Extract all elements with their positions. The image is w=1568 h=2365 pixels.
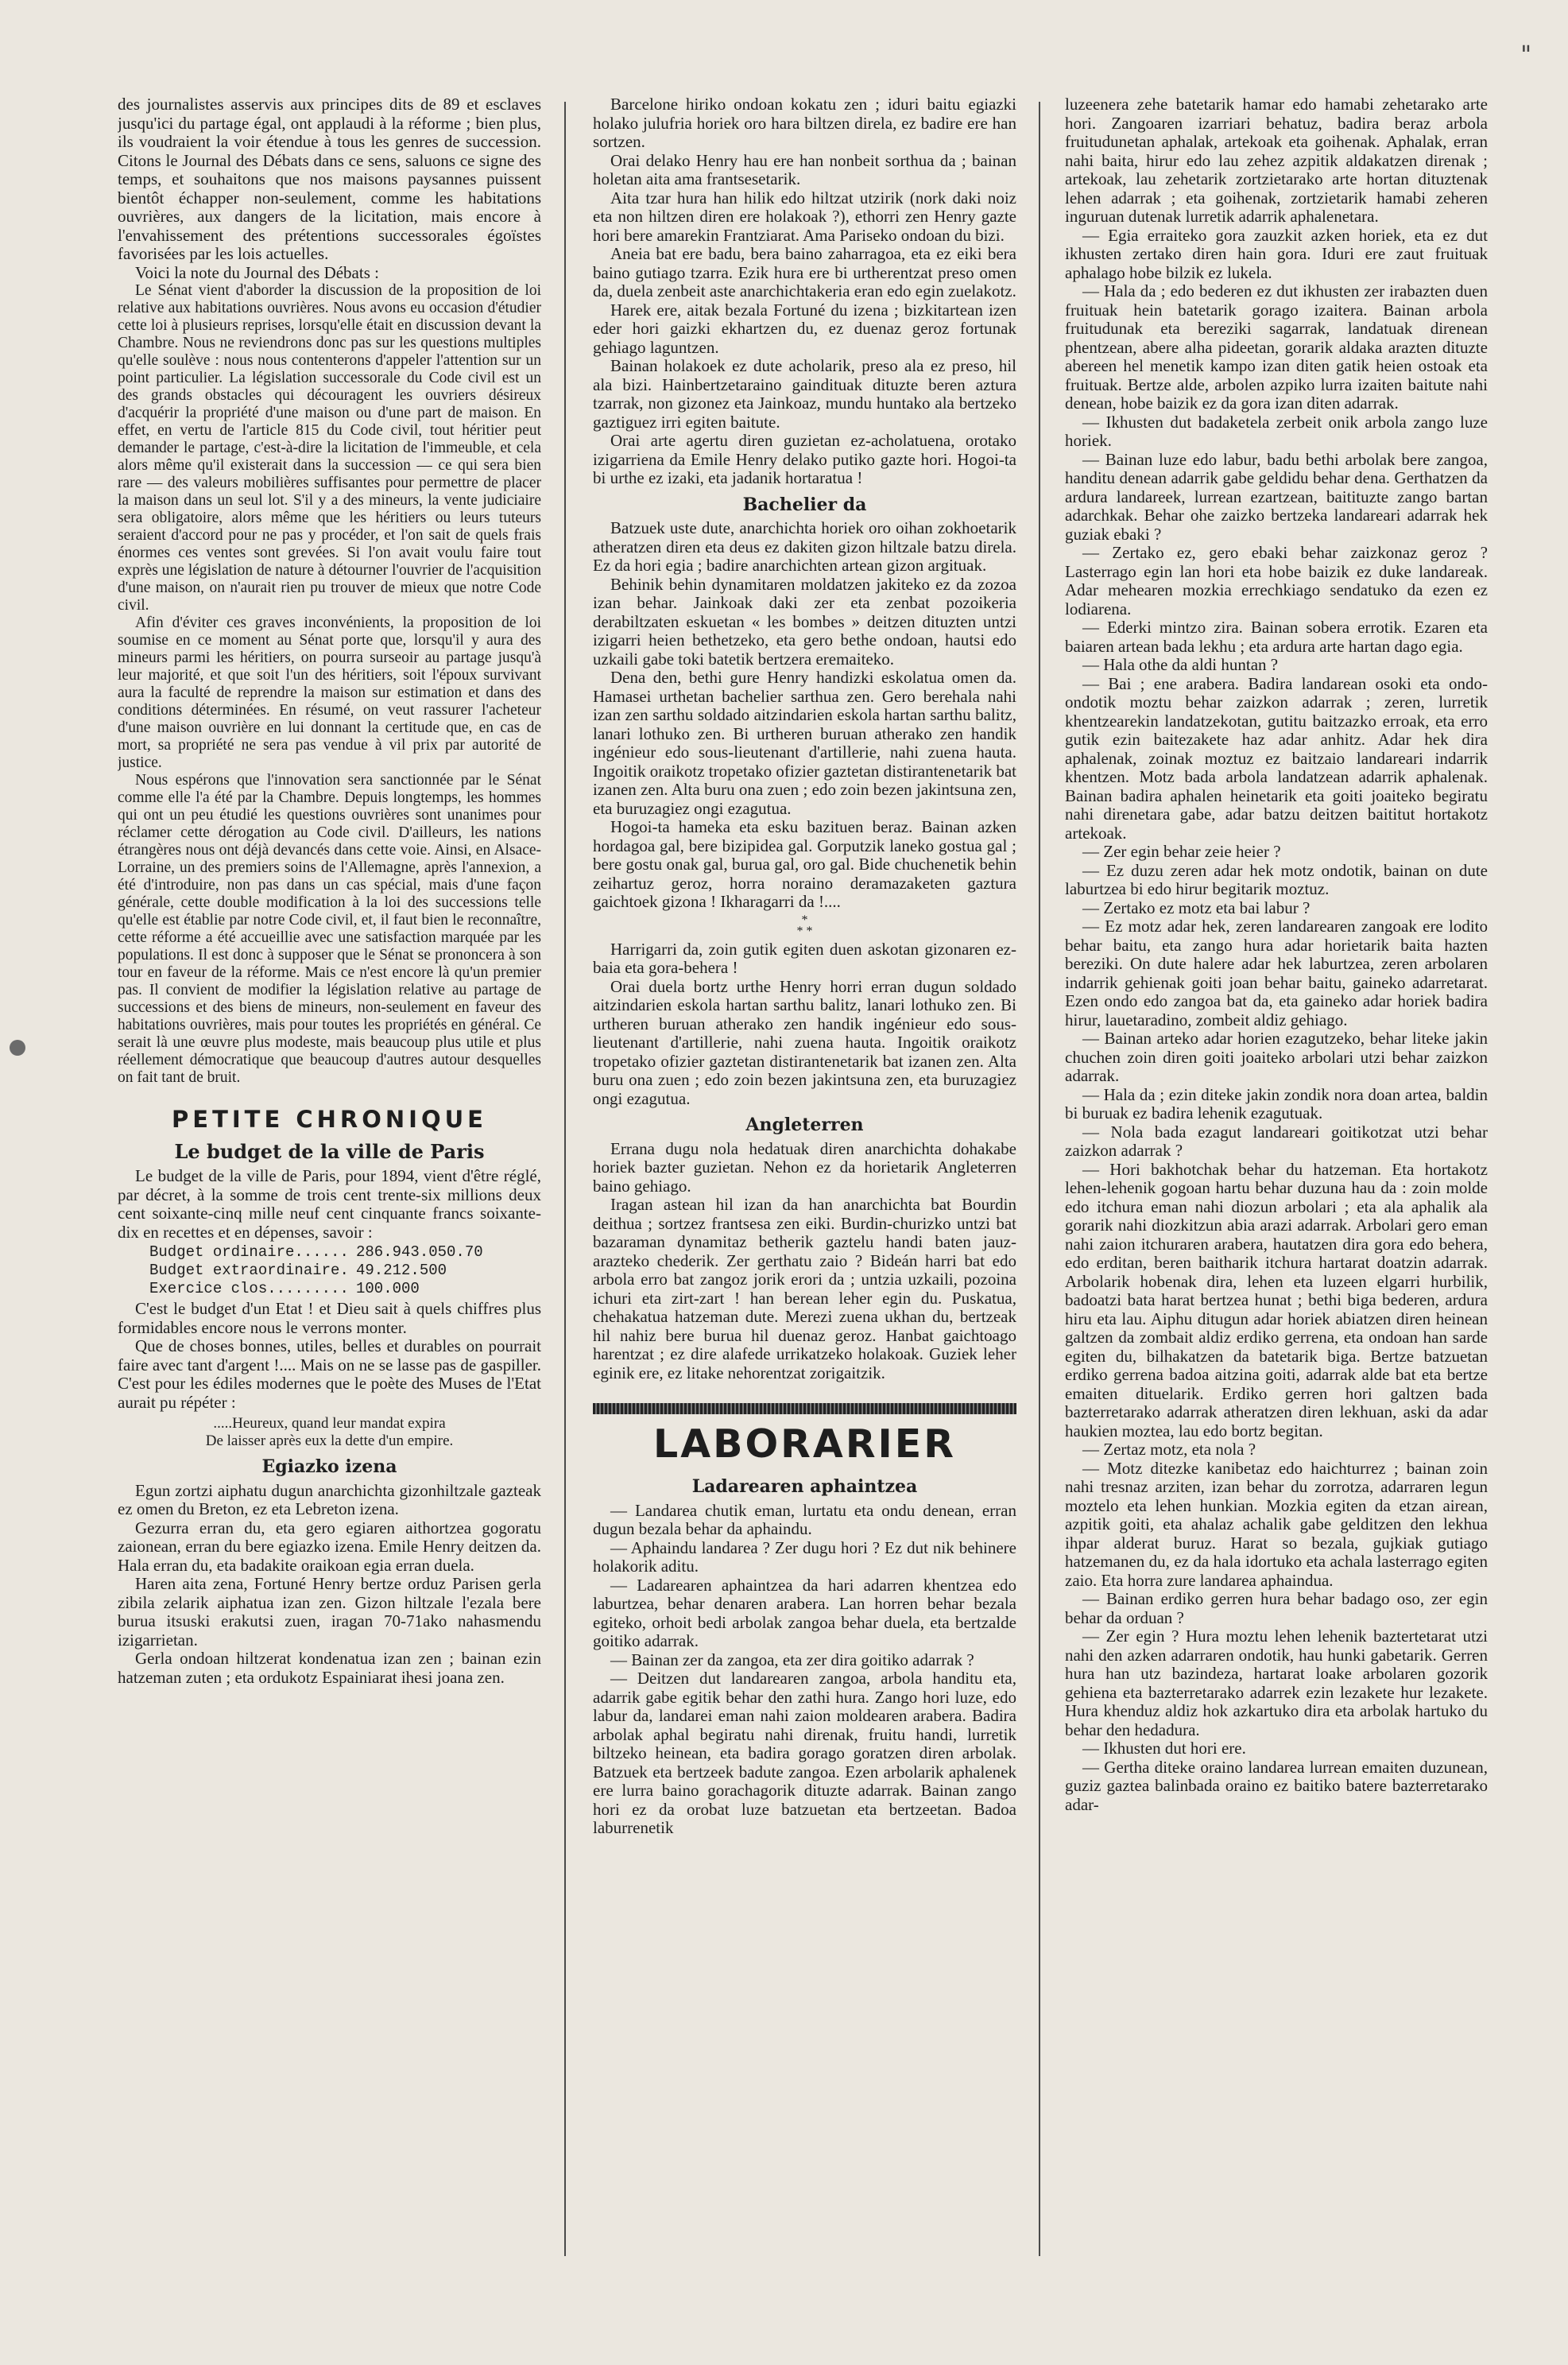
budget-label: Budget extraordinaire. [149, 1262, 349, 1279]
article-paragraph: Errana dugu nola hedatuak diren anarchichta dohakabe horiek bazter guzietan. Nehon ez da horietarik Angleterren baino gehiago. [593, 1138, 1016, 1196]
quoted-note [118, 282, 541, 1087]
dialogue-paragraph: — Ez motz adar hek, zeren landarearen zangoak ere lodito behar baitu, eta zango hura adar horietarik baita hazten bereziki. On dute halere adar hek laburtzea, zeren arbolaren indarrik gehienak goiti joan behar baitu, gaineko adarretarat. Ezen ondo edo zangoa bat da, eta gaineko adar horiek badira hirur, lauetaradino, zombeit aldiz gehiago. [1065, 917, 1488, 1029]
article-paragraph: Hogoi-ta hameka eta esku bazituen beraz. Bainan azken hordagoa gal, bere bizipidea gal. Gorputzik laneko gostua gal ; bere gostu onak gal, burua gal, oro gal. Bide chuchenetik behin zeihartuz geroz, horra noraino deramazaketen gaztura gaichtoek gizona ! Ikharagarri da !.... [593, 817, 1016, 911]
article-paragraph: Batzuek uste dute, anarchichta horiek oro oihan zokhoetarik atheratzen diren eta deus ez dakiten gizon hiltzale batzu direla. Ez da hori egia ; badire anarchichten artean gizon argituak. [593, 518, 1016, 575]
article-paragraph: Que de choses bonnes, utiles, belles et durables on pourrait faire avec tant d'argent !.... Mais on ne se lasse pas de gaspiller. C'est pour les édiles modernes que le poète des Muses de l'Etat aurait pu répéter : [118, 1336, 541, 1412]
column-left [118, 95, 541, 2289]
article-paragraph: Aita tzar hura han hilik edo hiltzat utzirik (nork daki noiz eta non hiltzen diren ere holakoak ?), ethorri zen Henry gazte hori bere amarekin Frantziarat. Ama Pariseko ondoan du bizi. [593, 188, 1016, 245]
dialogue-paragraph: — Landarea chutik eman, lurtatu eta ondu denean, erran dugun bezala behar da aphaindu. [593, 1500, 1016, 1538]
column-rule-1 [564, 102, 566, 2256]
article-paragraph: Iragan astean hil izan da han anarchichta bat Bourdin deithua ; sortzez frantsesa zen eiki. Burdin-churizko untzi bat bazaraman dynamitaz betherik gaztelu handi baten jauz-arazteko chederik. Zer gerthatu zaio ? Bideán harri bat edo arbola erro bat zangoz jorik erori da ; untzia uzkaili, pozoina ichuri eta zirt-zart ! han berean leher egin du. Puskatua, chehakatua hatzeman dute. Merezi zuena ukhan du, bertzeak hil nahiz bere burua hil duenaz geroz. Hanbat gaichtoago harentzat ; ez dire alafede urrikatzeko holakoak. Guziek leher eginik ere, ez litake nehorentzat zorigaitzik. [593, 1195, 1016, 1382]
dialogue-paragraph: luzeenera zehe batetarik hamar edo hamabi zehetarako arte hori. Zangoaren izarriari behatuz, badira beraz arbola fruitudunetan aphalak, artekoak eta goihenak. Aphalak, erran nahi baita, hirur edo lau zehez azpitik aldakatzen direnak ; artekoak, lau zehetarik zortzietarako arte hortan dituztenak lehen adarrak ; eta goihenak, zortzietarik hamabi zeheren inguruan dutenak lurretik adarrik aphalenetara. [1065, 95, 1488, 226]
dialogue-paragraph: — Ikhusten dut hori ere. [1082, 1739, 1246, 1758]
article-paragraph: C'est le budget d'un Etat ! et Dieu sait à quels chiffres plus formidables encore nous le verrons monter. [118, 1299, 541, 1337]
article-paragraph: Voici la note du Journal des Débats : [135, 262, 379, 282]
dialogue-paragraph: — Ladarearen aphaintzea da hari adarren khentzea edo laburtzea, behar denaren arabera. Lan horren behar bezala egiteko, orhoit bedi arbolak zangoa behar duela, eta bertzalde goitiko adarrak. [593, 1575, 1016, 1650]
article-paragraph: des journalistes asservis aux principes dits de 89 et esclaves jusqu'ici du partage égal, ont applaudi à la réforme ; bien plus, ils voudraient la voir étendue à tous les genres de succession. Citons le Journal des Débats dans ce sens, saluons ce signe des temps, et souhaitons que nos maisons paysannes puissent bientôt échapper non-seulement, comme les habitations ouvrières, aux dangers de la licitation, mais encore à l'envahissement des prétentions successorales égoïstes favorisées par les lois actuelles. [118, 95, 541, 263]
article-heading-bachelier: Bachelier da [742, 494, 867, 515]
quote-paragraph: Afin d'éviter ces graves inconvénients, la proposition de loi soumise en ce moment au Sénat porte que, lorsqu'il y aura des mineurs parmi les héritiers, on pourra surseoir au partage jusqu'à leur majorité, et que soit l'un des héritiers, soit l'époux survivant aura la faculté de reprendre la maison sur estimation et dans des conditions déterminées. En résumé, on veut rassurer l'acheteur d'une maison ouvrière en lui donnant la certitude que, en cas de mort, sa propriété ne sera pas vendue à vil prix par autorité de justice. [118, 615, 541, 771]
dialogue-paragraph: — Zer egin ? Hura moztu lehen lehenik baztertetarat utzi nahi den azken adarraren ondotik, hau hunki gabetarik. Gerren hura han utz bazindeza, hartarat loake arbolaren gozorik gehiena eta bazterretarako adarrek ezin lezakete hur lezakete. Hura khenduz aldiz hok azkartuko dira eta arbolak hartuko du behar den hedadura. [1065, 1626, 1488, 1739]
verse-quote [118, 1415, 541, 1450]
article-heading-landarearen-aphaintzea: Ladarearen aphaintzea [691, 1476, 918, 1497]
dialogue-paragraph: — Ederki mintzo zira. Bainan sobera errotik. Ezaren eta baiaren artean bada lekhu ; eta ardura arte hartan dago egia. [1065, 618, 1488, 656]
punch-hole-mark [10, 1040, 25, 1056]
budget-value: 49.212.500 [356, 1262, 447, 1279]
asterism-line: * [801, 913, 808, 927]
article-heading-angleterren: Angleterren [745, 1115, 864, 1135]
article-heading-budget: Le budget de la ville de Paris [174, 1139, 485, 1163]
page-folio-mark: " [1520, 41, 1531, 69]
dialogue-paragraph: — Deitzen dut landarearen zangoa, arbola handitu eta, adarrik gabe egitik behar den zathi hura. Zango hori luze, edo labur da, landarei eman nahi zaion moldearen arabera. Badira arbolak aphal begiratu nahi direnak, fruitu handi, lurretik biltzeko heinean, eta badira gorago goratzen diren arbolak. Batzuek eta bertzeek badute zangoa. Ezen arbolarik aphalenek ere lurra baino gorachagorik dituzte adarrak. Bainan zango hori ez da orobat luze batzuetan eta bertzeetan. Badoa laburrenetik [593, 1669, 1016, 1837]
budget-value: 286.943.050.70 [356, 1243, 483, 1261]
article-paragraph: Harrigarri da, zoin gutik egiten duen askotan gizonaren ez-baia eta gora-behera ! [593, 939, 1016, 977]
dialogue-paragraph: — Zer egin behar zeie heier ? [1082, 842, 1281, 861]
dialogue-paragraph: — Motz ditezke kanibetaz edo haichturrez ; bainan zoin nahi tresnaz arziten, izan behar du zorrotza, adarraren legun moztelo eta lehen hunkian. Mozkia egiten da etzan airean, azpitik goiti, eta ahalaz achalik gabe gelditzen den lekhua ihpar alderat buruz. Harat so bezala, gujkiak gutiago hatzemanen du, ez da hala idortuko eta achala lasterrago egiten zaio. Eta horra zure landarea aphaindua. [1065, 1458, 1488, 1590]
dialogue-paragraph: — Hala da ; ezin diteke jakin zondik nora doan artea, baldin bi buruak ez badira lehenik ezagutuak. [1065, 1084, 1488, 1122]
budget-value: 100.000 [356, 1280, 420, 1297]
dialogue-paragraph: — Egia erraiteko gora zauzkit azken horiek, eta ez dut ikhusten zertako diren hain gora. Iduri ere zaut fruituak aphalago hobe bilzik ez lukela. [1065, 225, 1488, 282]
article-paragraph: Orai arte agertu diren guzietan ez-acholatuena, orotako izigarriena da Emile Henry delako putiko gazte hori. Hogoi-ta bi urthe ez izaki, eta jadanik hortaratua ! [593, 431, 1016, 487]
quote-paragraph: Nous espérons que l'innovation sera sanctionnée par le Sénat comme elle l'a été par la Chambre. Depuis longtemps, les hommes qui ont un peu étudié les questions ouvrières sont unanimes pour réclamer cette dérogation au Code civil. D'ailleurs, les nations étrangères nous ont déjà devancés dans cette voie. Ainsi, en Alsace-Lorraine, un des premiers soins de l'Allemagne, après l'annexion, a été d'introduire, non pas dans un cas spécial, mais d'une façon générale, cette double modification à la loi des successions telle qu'elle est établie par notre Code civil, et, il faut bien le reconnaître, cette réforme a été accueillie avec une satisfaction marquée par les populations. Il est donc à supposer que le Sénat se prononcera à son tour en faveur de la réforme. Mais ce n'est encore là qu'un premier pas. Il convient de modifier la législation relative au partage de successions et des biens de mineurs, non-seulement en faveur des habitations ouvrières, mais pour toutes les propriétés en général. Ce serait là une œuvre plus modeste, mais beaucoup plus utile et plus réellement démocratique que beaucoup d'autres autour desquelles on fait tant de bruit. [118, 772, 541, 1086]
verse-line: De laisser après eux la dette d'un empire. [205, 1433, 454, 1449]
column-right [1065, 95, 1488, 2289]
dialogue-paragraph: — Hala da ; edo bederen ez dut ikhusten zer irabazten duen fruituak hein batetarik gorago izaitera. Bainan arbola fruitudunak eta bereziki sagarrak, landatuak direnean phentzean, abere alha pideetan, gorarik aldaka arazten dituzte abereen hel menetik kampo izan diten gatik heien ostoak eta fruituak. Bertze alde, arbolen azpiko lurra izaiten baitute nahi denean, hobe baizik ez da gora izan diten adarrak. [1065, 281, 1488, 413]
article-paragraph: Gerla ondoan hiltzerat kondenatua izan zen ; bainan ezin hatzeman zuten ; eta ordukotz Espainiarat ihesi joana zen. [118, 1649, 541, 1687]
dialogue-paragraph: — Bainan luze edo labur, badu bethi arbolak bere zangoa, handitu denean adarrik gabe geldidu behar dena. Gerthatzen da ardura landareek, lurrean ezartzean, baitituzte zango bartan adarchkak. Behar ohe zaizko bertzeka landareari adarrak hek guziak ebaki ? [1065, 449, 1488, 544]
budget-label: Exercice clos......... [149, 1280, 349, 1297]
article-heading-egiazko-izena: Egiazko izena [261, 1456, 397, 1477]
article-paragraph: Orai duela bortz urthe Henry horri erran dugun soldado aitzindarien eskola hartan sarthu balitz, lanari lothuko zen. Bi urtheren buruan atherako zen handik ingénieur edo sous-lieutenant d'artillerie, nahi zuena hauta. Ingoitik oraikotz tropetako ofizier gaztetan distirantenetarik bat izanen zen. Alta buru ona zuen ; edo zoin bezen jakintsuna zen, eta buruzagiez ongi ezagutua. [593, 976, 1016, 1108]
quote-paragraph: Le Sénat vient d'aborder la discussion de la proposition de loi relative aux habitations ouvrières. Nous avons eu occasion d'étudier cette loi à plusieurs reprises, lorsqu'elle était en discussion devant la Chambre. Nous ne reviendrons donc pas sur les questions multiples qu'elle soulève : nous nous contenterons d'appeler l'attention sur un point particulier. La législation successorale du Code civil est un des grands obstacles qui découragent les ouvriers désireux d'acquérir la propriété d'une maison ou d'une part de maison. En effet, en vertu de l'article 815 du Code civil, tout héritier peut demander le partage, c'est-à-dire la licitation de l'immeuble, et cela alors même qu'il existerait dans la succession — ce qui sera bien rare — des valeurs mobilières suffisantes pour permettre de placer la maison dans un seul lot. S'il y a des mineurs, la vente judiciaire sera obligatoire, alors même que les héritiers ou leurs tuteurs seraient d'accord pour ne pas y procéder, et l'on sait de quels frais énormes ces ventes sont grevées. Si l'on avait voulu faire tout exprès une législation de nature à détourner l'ouvrier de l'acquisition d'une maison, on n'aurait rien pu trouver de mieux que notre Code civil. [118, 282, 541, 614]
dialogue-paragraph: — Gertha diteke oraino landarea lurrean emaiten duzunean, guziz gaztea balinbada oraino ez baitiko batere bazterretarako adar- [1065, 1757, 1488, 1814]
article-paragraph: Gezurra erran du, eta gero egiaren aithortzea gogoratu zaionean, erran du bere egiazko izena. Emile Henry deitzen da. Hala erran du, eta badakite oraikoan egia erran duela. [118, 1518, 541, 1575]
dialogue-paragraph: — Hori bakhotchak behar du hatzeman. Eta hortakotz lehen-lehenik gogoan hartu behar duzuna hau da : zoin molde edo itchura eman nahi diozun arbolari ; eta ala aphalik ala gorarik nahi diozkitzun abia arazi adarrak. Arbolari gero eman nahi zaion itchuraren arabera, hautatzen dira gora edo behera, edo erditan, beren baitharik itchura hartarat doatzin adarrak. Arbolarik hobenak dira, lehen eta luzeen elgarri hurbilik, badoatzi bata harat bertzea hunat ; bethi biga bederen, ardura hiru eta lau. Aiphu ditugun adar horiek abiatzen diren heinean galtzen da zombait aldiz erdiko gerrena, eta ondoan han sarde egiten du, bilhakatzen da batetarik biga. Bertze batzuetan erdiko gerrena badoa aitzina goiti, adarrak alde bat eta bertze emaiten dituelarik. Erdiko gerren hori galtzen bada bazterretarako adarrak atheratzen diren lekhuan, aski da adar haukien moztea, lau edo bortz begitan. [1065, 1159, 1488, 1440]
article-paragraph: Harek ere, aitak bezala Fortuné du izena ; bizkitartean izen eder hori gaizki ekhartzen du, ez duenaz geroz fortunak gehiago laguntzen. [593, 300, 1016, 357]
dialogue-paragraph: — Aphaindu landarea ? Zer dugu hori ? Ez dut nik behinere holakorik aditu. [593, 1537, 1016, 1576]
budget-label: Budget ordinaire...... [149, 1243, 349, 1261]
article-paragraph: Aneia bat ere badu, bera baino zaharragoa, eta ez eiki bera baino gutiago tzarra. Ezik hura ere bi urtherentzat preso omen da, duela zenbeit aste anarchichtakeria eran edo egin zuelakotz. [593, 244, 1016, 300]
article-paragraph: Egun zortzi aiphatu dugun anarchichta gizonhiltzale gazteak ez omen du Breton, ez eta Lebreton izena. [118, 1480, 541, 1518]
column-middle [593, 95, 1016, 2289]
budget-table [149, 1243, 541, 1298]
article-paragraph: Bainan holakoek ez dute acholarik, preso ala ez preso, hil ala bizi. Hainbertzetaraino gaindituak dituzte beren aztura tzarrak, non gizonez eta Jainkoaz, mundu huntako ala bertzeko gaztiguez irri egiten baitute. [593, 356, 1016, 432]
dialogue-paragraph: — Zertako ez, gero ebaki behar zaizkonaz geroz ? Lasterrago egin lan hori eta hobe baizik ez duke landareak. Adar mehearen mozkia errechkiago sendatuko da ezen ez lodiarena. [1065, 543, 1488, 618]
article-paragraph: Le budget de la ville de Paris, pour 1894, vient d'être réglé, par décret, à la somme de trois cent trente-six millions deux cent soixante-cinq mille neuf cent cinquante francs soixante-dix en recettes et en dépenses, savoir : [118, 1166, 541, 1242]
section-title-petite-chronique: PETITE CHRONIQUE [172, 1106, 487, 1133]
article-paragraph: Dena den, bethi gure Henry handizki eskolatua omen da. Hamasei urthetan bachelier sarthua zen. Gero berehala nahi izan zen sarthu soldado aitzindarien eskola hartan sarthu balitz, lanari lothuko zen. Bi urtheren buruan atherako zen handik ingénieur edo sous-lieutenant d'artillerie, nahi zuena hauta. Ingoitik oraikotz tropetako ofizier gaztetan distirantenetarik bat izanen zen. Alta buru ona zuen ; edo zoin bezen jakintsuna zen, eta buruzagiez ongi ezagutua. [593, 668, 1016, 818]
section-title-laborarier: LABORARIER [653, 1421, 956, 1467]
section-divider-rule [593, 1403, 1016, 1414]
dialogue-paragraph: — Ikhusten dut badaketela zerbeit onik arbola zango luze horiek. [1065, 412, 1488, 450]
dialogue-paragraph: — Nola bada ezagut landareari goitikotzat utzi behar zaizkon adarrak ? [1065, 1122, 1488, 1160]
dialogue-paragraph: — Bainan erdiko gerren hura behar badago oso, zer egin behar da orduan ? [1065, 1589, 1488, 1627]
dialogue-paragraph: — Hala othe da aldi huntan ? [1082, 655, 1279, 674]
dialogue-paragraph: — Bainan zer da zangoa, eta zer dira goitiko adarrak ? [610, 1650, 974, 1669]
section-asterism [593, 915, 1016, 937]
asterism-line: * * [796, 924, 813, 938]
budget-row [149, 1280, 541, 1298]
dialogue-paragraph: — Bainan arteko adar horien ezagutzeko, behar liteke jakin chuchen zoin diren goiti joaiteko arbolari utzi behar zaizkon adarrak. [1065, 1029, 1488, 1085]
article-paragraph: Haren aita zena, Fortuné Henry bertze orduz Parisen gerla zibila zelarik aiphatua izan zen. Gizon hiltzale l'ezala bere burua itsuski erakutsi zuen, iragan 70-71ako nahasmendu izigarrietan. [118, 1574, 541, 1650]
dialogue-paragraph: — Zertako ez motz eta bai labur ? [1082, 898, 1311, 917]
dialogue-paragraph: — Ez duzu zeren adar hek motz ondotik, bainan on dute laburtzea bi edo hirur begitarik moztuz. [1065, 860, 1488, 898]
article-paragraph: Orai delako Henry hau ere han nonbeit sorthua da ; bainan holetan aita ama frantsesetarik. [593, 150, 1016, 188]
article-paragraph: Barcelone hiriko ondoan kokatu zen ; iduri baitu egiazki holako julufria horiek oro hara biltzen direla, ez badire ere han sortzen. [593, 95, 1016, 151]
budget-row [149, 1243, 541, 1262]
verse-line: .....Heureux, quand leur mandat expira [213, 1415, 446, 1432]
budget-row [149, 1262, 541, 1280]
column-rule-2 [1039, 102, 1040, 2256]
dialogue-paragraph: — Bai ; ene arabera. Badira landarean osoki eta ondo-ondotik moztu behar zaizkon adarrak ; zeren, lurretik khentzearekin landatzekotan, gutitu baitzazko erroak, eta erro gutik ezin baitezakete haz adar anhitz. Adar hek dira aphalenak, zoinak moztuz ez baitzaio landareari indarrik khentzen. Motz bada arbola landatzean adarrik aphalenak. Bainan badira aphalen heinetarik eta goiti joaiteko begiratu nahi direnetara gabe, adar batzu deitzen baititut hortakotz artekoak. [1065, 673, 1488, 843]
article-paragraph: Behinik behin dynamitaren moldatzen jakiteko ez da zozoa izan behar. Jainkoak daki zer eta zenbat pozoikeria derabiltzaten eskuetan « les bombes » deitzen dituzten untzi izigarri heien bethetzeko, eta gero bethe ondoan, hautsi edo uzkaili gabe toki batetik bertzera eremaiteko. [593, 574, 1016, 669]
dialogue-paragraph: — Zertaz motz, eta nola ? [1082, 1440, 1256, 1459]
